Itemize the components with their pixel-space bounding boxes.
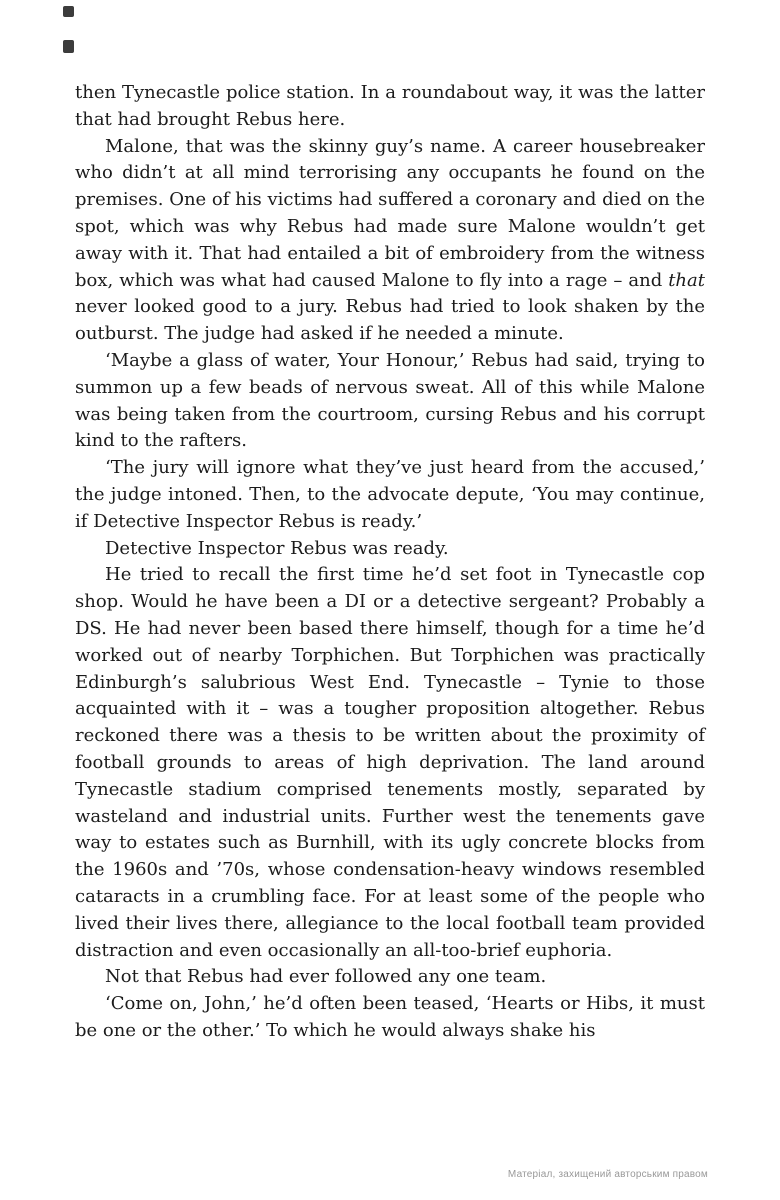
text-run: never looked good to a jury. Rebus had tried to look shaken by the outburst. The judge had asked if he needed a minute.: [75, 296, 705, 345]
text-run: ‘The jury will ignore what they’ve just heard from the accused,’ the judge intoned. Then, to the advocate depute, ‘You may continue, if Detective Inspector Rebus is ready.’: [75, 457, 705, 532]
paragraph: [75, 536, 705, 563]
text-block: [75, 80, 705, 1045]
text-run: ‘Come on, John,’ he’d often been teased, ‘Hearts or Hibs, it must be one or the other.’ To which he would always shake his: [75, 993, 705, 1041]
text-run: He tried to recall the first time he’d set foot in Tynecastle cop shop. Would he have been a DI or a detective sergeant? Probably a DS. He had never been based there himself, though for a time he’d worked out of nearby Torphichen. But Torphichen was practically Edinburgh’s salubrious West End. Tynecastle – Tynie to those acquainted with it – was a tougher proposition altogether. Rebus reckoned there was a thesis to be written about the proximity of football grounds to areas of high deprivation. The land around Tynecastle stadium comprised tenements mostly, separated by wasteland and industrial units. Further west the tenements gave way to estates such as Burnhill, with its ugly concrete blocks from the 1960s and ’70s, whose condensation-heavy windows resembled cataracts in a crumbling face. For at least some of the people who lived their lives there, allegiance to the local football team provided distraction and even occasionally an all-too-brief euphoria.: [75, 564, 705, 961]
scan-artifact: [63, 6, 74, 17]
paragraph: [75, 455, 705, 535]
scan-artifact: [63, 40, 74, 53]
paragraph: [75, 562, 705, 964]
paragraph: [75, 991, 705, 1045]
text-run: Malone, that was the skinny guy’s name. A career housebreaker who didn’t at all mind terrorising any occupants he found on the premises. One of his victims had suffered a coronary and died on the spot, which was why Rebus had made sure Malone wouldn’t get away with it. That had entailed a bit of embroidery from the witness box, which was what had caused Malone to fly into a rage – and: [75, 135, 705, 291]
paragraph: [75, 964, 705, 991]
paragraph: [75, 80, 705, 134]
text-run: then Tynecastle police station. In a roundabout way, it was the latter that had brought Rebus here.: [75, 82, 705, 130]
copyright-watermark: Матеріал, захищений авторським правом: [507, 1169, 708, 1180]
italic-text-run: that: [668, 269, 705, 291]
text-run: Detective Inspector Rebus was ready.: [105, 537, 449, 559]
text-run: ‘Maybe a glass of water, Your Honour,’ Rebus had said, trying to summon up a few beads of nervous sweat. All of this while Malone was being taken from the courtroom, cursing Rebus and his corrupt kind to the rafters.: [75, 349, 705, 452]
paragraph: [75, 348, 705, 455]
paragraph: [75, 134, 705, 348]
text-run: Not that Rebus had ever followed any one team.: [105, 966, 547, 988]
